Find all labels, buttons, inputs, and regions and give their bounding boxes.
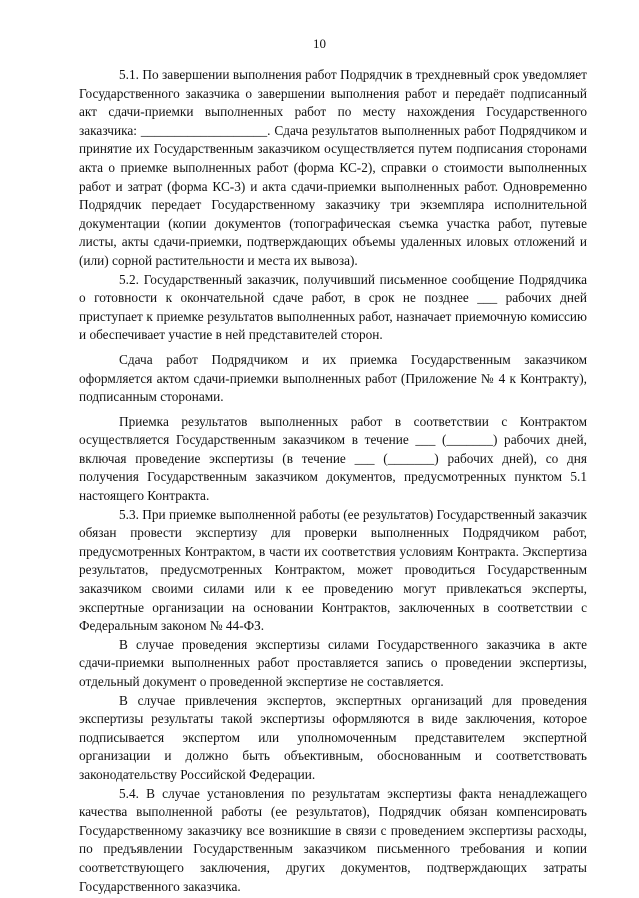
paragraph-acceptance-act: Сдача работ Подрядчиком и их приемка Государственным заказчиком оформляется актом сдачи-приемки выполненных работ (Приложение № 4 к Контракту), подписанным сторонами. [79,351,587,405]
paragraph-5-1: 5.1. По завершении выполнения работ Подрядчик в трехдневный срок уведомляет Государственного заказчика о завершении выполнения работ и передаёт подписанный акт сдачи-приемки выполненных работ по месту нахождения Государственного заказчика: ___________________. Сдача результатов выполненных работ Подрядчиком и принятие их Государственным заказчиком осуществляется путем подписания сторонами акта о приемке выполненных работ (форма КС-2), справки о стоимости выполненных работ и затрат (форма КС-3) и акта сдачи-приемки выполненных работ. Одновременно Подрядчик передает Государственному заказчику три экземпляра исполнительной документации (копии документов (топографическая съемка участка работ, путевые листы, акты сдачи-приемки, подтверждающих объемы удаленных иловых отложений и (или) сорной растительности и места их вывоза). [79,67,587,268]
page-number: 10 [313,36,326,51]
paragraph-5-4: 5.4. В случае установления по результатам экспертизы факта ненадлежащего качества выполненной работы (ее результатов), Подрядчик обязан компенсировать Государственному заказчику все возникшие в связи с проведением экспертизы расходы, по предъявлении Государственным заказчиком письменного требования и копии соответствующего заключения, других документов, подтверждающих затраты Государственного заказчика. [79,785,587,894]
paragraph-5-3: 5.3. При приемке выполненной работы (ее результатов) Государственный заказчик обязан провести экспертизу для проверки выполненных Подрядчиком работ, предусмотренных Контрактом, в части их соответствия условиям Контракта. Экспертиза результатов, предусмотренных Контрактом, может проводиться Государственным заказчиком своими силами или к ее проведению могут привлекаться эксперты, экспертные организации на основании Контрактов, заключенных в соответствии с Федеральным законом № 44-ФЗ. [79,506,587,634]
paragraph-acceptance-term: Приемка результатов выполненных работ в соответствии с Контрактом осуществляется Государственным заказчиком в течение ___ (_______) рабочих дней, включая проведение экспертизы (в течение ___ (_______) рабочих дней), со дня получения Государственным заказчиком документов, предусмотренных пунктом 5.1 настоящего Контракта. [79,413,587,504]
document-body [79,66,587,896]
paragraph-own-expertise: В случае проведения экспертизы силами Государственного заказчика в акте сдачи-приемки выполненных работ проставляется запись о проведении экспертизы, отдельный документ о проведенной экспертизе не составляется. [79,636,587,689]
paragraph-external-experts: В случае привлечения экспертов, экспертных организаций для проведения экспертизы результаты такой экспертизы оформляются в виде заключения, которое подписывается экспертом или уполномоченным представителем экспертной организации и должно быть объективным, обоснованным и соответствовать законодательству Российской Федерации. [79,692,587,782]
paragraph-5-2: 5.2. Государственный заказчик, получивший письменное сообщение Подрядчика о готовности к окончательной сдаче работ, в срок не позднее ___ рабочих дней приступает к приемке результатов выполненных работ, назначает приемочную комиссию и обеспечивает участие в ней представителей сторон. [79,271,587,343]
